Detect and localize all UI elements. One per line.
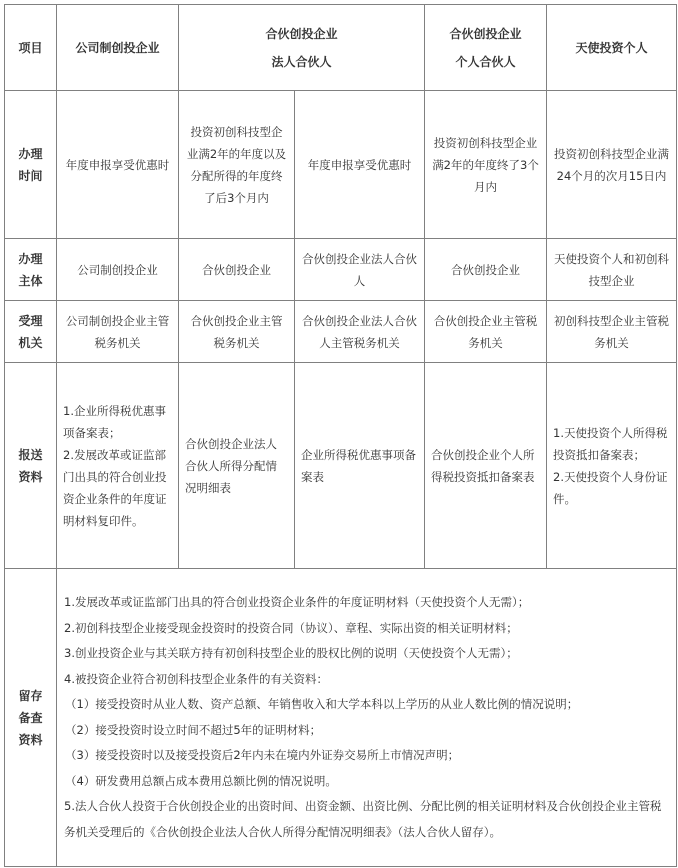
retain-subitem: （1）接受投资时从业人数、资产总额、年销售收入和大学本科以上学历的从业人数比例的情况说明； [65,697,579,711]
retain-item: 2.初创科技型企业接受现金投资时的投资合同（协议）、章程、实际出资的相关证明材料； [64,620,518,635]
row-authority [5,301,677,363]
row-retain-label-line2: 备查 [18,710,43,725]
subject-partnership-legal-a: 合伙创投企业 [179,239,295,301]
authority-angel: 初创科技型企业主管税务机关 [547,301,677,363]
time-individual-partner: 投资初创科技型企业满2年的年度终了3个月内 [425,91,547,239]
row-time [5,91,677,239]
subject-partnership-legal-b: 合伙创投企业法人合伙人 [295,239,425,301]
row-retain [5,569,677,867]
retain-item: 3.创业投资企业与其关联方持有初创科技型企业的股权比例的说明（天使投资个人无需）； [64,646,518,660]
row-retain-label-line1: 留存 [18,688,43,703]
header-partnership-individual-line2: 个人合伙人 [455,54,516,69]
retain-materials [57,569,677,867]
submit-angel [547,363,677,569]
retain-item: 1.发展改革或证监部门出具的符合创业投资企业条件的年度证明材料（天使投资个人无需）； [64,595,530,609]
authority-company: 公司制创投企业主管税务机关 [57,301,179,363]
retain-item: 4.被投资企业符合初创科技型企业条件的有关资料： [64,671,328,686]
subject-angel: 天使投资个人和初创科技型企业 [547,239,677,301]
row-subject-label-line1: 办理 [18,251,43,266]
retain-subitem: （3）接受投资时以及接受投资后2年内未在境内外证券交易所上市情况声明； [65,748,460,762]
header-partnership-individual-line1: 合伙创投企业 [449,26,522,41]
header-partnership-individual [425,5,547,91]
row-retain-label [5,569,57,867]
header-company: 公司制创投企业 [57,5,179,91]
header-partnership-legal [179,5,425,91]
row-submit-label-line1: 报送 [18,447,43,462]
header-partnership-legal-line1: 合伙创投企业 [265,26,338,41]
row-authority-label-line2: 机关 [18,335,43,350]
submit-company [57,363,179,569]
retain-item: 5.法人合伙人投资于合伙创投企业的出资时间、出资金额、出资比例、分配比例的相关证明材料及合伙创投企业主管税务机关受理后的《合伙创投企业法人合伙人所得分配情况明细表》（法人合伙人留存）。 [64,799,662,839]
time-partnership-legal-b: 年度申报享受优惠时 [295,91,425,239]
subject-company: 公司制创投企业 [57,239,179,301]
submit-company-item-1: 1.企业所得税优惠事项备案表； [63,403,166,440]
submit-partnership-legal-a: 合伙创投企业法人合伙人所得分配情况明细表 [179,363,295,569]
row-submit-label [5,363,57,569]
row-subject [5,239,677,301]
row-submit [5,363,677,569]
submit-company-item-2: 2.发展改革或证监部门出具的符合创业投资企业条件的年度证明材料复印件。 [63,447,167,528]
retain-subitem: （2）接受投资时设立时间不超过5年的证明材料； [65,722,322,737]
policy-table-container [4,4,676,866]
submit-angel-item-2: 2.天使投资个人身份证件。 [553,469,668,506]
header-item: 项目 [5,5,57,91]
subject-individual-partner: 合伙创投企业 [425,239,547,301]
row-time-label [5,91,57,239]
policy-table [4,4,677,867]
row-authority-label-line1: 受理 [18,313,43,328]
authority-partnership-legal-b: 合伙创投企业法人合伙人主管税务机关 [295,301,425,363]
row-time-label-line1: 办理 [18,146,43,161]
submit-angel-item-1: 1.天使投资个人所得税投资抵扣备案表； [553,425,668,462]
row-submit-label-line2: 资料 [18,469,43,484]
retain-subitem: （4）研发费用总额占成本费用总额比例的情况说明。 [65,773,337,788]
header-row [5,5,677,91]
submit-partnership-legal-b: 企业所得税优惠事项备案表 [295,363,425,569]
authority-partnership-legal-a: 合伙创投企业主管税务机关 [179,301,295,363]
time-angel: 投资初创科技型企业满24个月的次月15日内 [547,91,677,239]
row-authority-label [5,301,57,363]
row-subject-label-line2: 主体 [18,273,43,288]
submit-individual-partner: 合伙创投企业个人所得税投资抵扣备案表 [425,363,547,569]
row-retain-label-line3: 资料 [18,732,43,747]
time-partnership-legal-a: 投资初创科技型企业满2年的年度以及分配所得的年度终了后3个月内 [179,91,295,239]
time-company: 年度申报享受优惠时 [57,91,179,239]
header-angel: 天使投资个人 [547,5,677,91]
row-subject-label [5,239,57,301]
header-partnership-legal-line2: 法人合伙人 [271,54,332,69]
authority-individual-partner: 合伙创投企业主管税务机关 [425,301,547,363]
row-time-label-line2: 时间 [18,168,43,183]
